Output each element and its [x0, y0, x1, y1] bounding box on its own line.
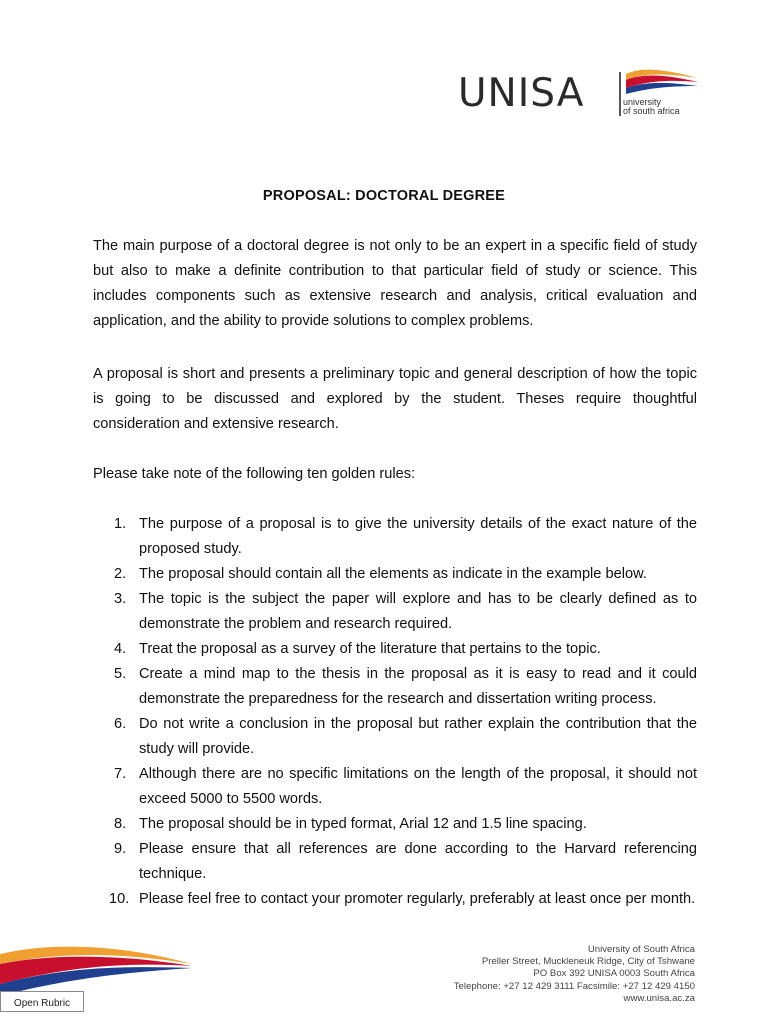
list-item: [93, 512, 697, 562]
list-item-number: 3.: [114, 591, 127, 607]
list-item-number: 6.: [114, 716, 127, 732]
logo-subtitle: [623, 98, 680, 116]
list-item: [93, 562, 697, 587]
logo-subtitle-line2: of south africa: [623, 106, 680, 116]
list-item: [93, 637, 697, 662]
list-item: [93, 887, 697, 912]
golden-rules-intro: Please take note of the following ten golden rules:: [93, 466, 416, 482]
list-item-number: 9.: [114, 841, 127, 857]
list-item: [93, 762, 697, 812]
golden-rules-list: [93, 512, 697, 912]
page-title: PROPOSAL: DOCTORAL DEGREE: [262, 188, 506, 204]
list-item-text: The topic is the subject the paper will explore and has to be clearly defined as to demonstrate the problem and research required.: [139, 591, 697, 632]
list-item-number: 10.: [109, 891, 130, 907]
list-item-text: The proposal should be in typed format, Arial 12 and 1.5 line spacing.: [139, 816, 587, 832]
unisa-logo: [458, 68, 698, 120]
logo-swoosh-icon: [624, 68, 700, 96]
address-line: PO Box 392 UNISA 0003 South Africa: [533, 968, 695, 980]
list-item-text: Please feel free to contact your promoter regularly, preferably at least once per month.: [139, 891, 696, 907]
list-item-number: 8.: [114, 816, 127, 832]
list-item: [93, 662, 697, 712]
list-item: [93, 812, 697, 837]
open-rubric-button[interactable]: Open Rubric: [0, 991, 84, 1012]
list-item-text: The purpose of a proposal is to give the university details of the exact nature of the proposed study.: [139, 516, 697, 557]
list-item-number: 1.: [114, 516, 127, 532]
list-item: [93, 712, 697, 762]
proposal-paragraph: A proposal is short and presents a preliminary topic and general description of how the topic is going to be discussed and explored by the student. Theses require thoughtful consideration and extensive research.: [93, 366, 697, 432]
footer-address: [454, 944, 695, 1005]
address-line: Telephone: +27 12 429 3111 Facsimile: +27 12 429 4150: [453, 980, 695, 992]
intro-paragraph: The main purpose of a doctoral degree is not only to be an expert in a specific field of study but also to make a definite contribution to that particular field of study or science. This includes components such as extensive research and analysis, critical evaluation and application, and the ability to provide solutions to complex problems.: [93, 238, 697, 329]
list-item-number: 4.: [114, 641, 127, 657]
list-item-text: Create a mind map to the thesis in the proposal as it is easy to read and it could demonstrate the preparedness for the research and dissertation writing process.: [139, 666, 697, 707]
list-item-text: Although there are no specific limitations on the length of the proposal, it should not exceed 5000 to 5500 words.: [139, 766, 697, 807]
address-line: Preller Street, Muckleneuk Ridge, City of Tshwane: [481, 956, 695, 968]
list-item-number: 7.: [114, 766, 127, 782]
list-item-text: Treat the proposal as a survey of the literature that pertains to the topic.: [139, 641, 601, 657]
logo-divider: [619, 72, 621, 116]
logo-wordmark: UNISA: [458, 71, 585, 116]
list-item: [93, 587, 697, 637]
list-item-text: The proposal should contain all the elements as indicate in the example below.: [139, 566, 647, 582]
website-link[interactable]: www.unisa.ac.za: [623, 992, 695, 1004]
address-line: University of South Africa: [587, 944, 695, 955]
list-item-number: 2.: [114, 566, 127, 582]
logo-subtitle-line1: university: [623, 97, 662, 107]
list-item-text: Do not write a conclusion in the proposal but rather explain the contribution that the study will provide.: [139, 716, 697, 757]
list-item: [93, 837, 697, 887]
list-item-text: Please ensure that all references are done according to the Harvard referencing technique.: [139, 841, 697, 882]
list-item-number: 5.: [114, 666, 127, 682]
